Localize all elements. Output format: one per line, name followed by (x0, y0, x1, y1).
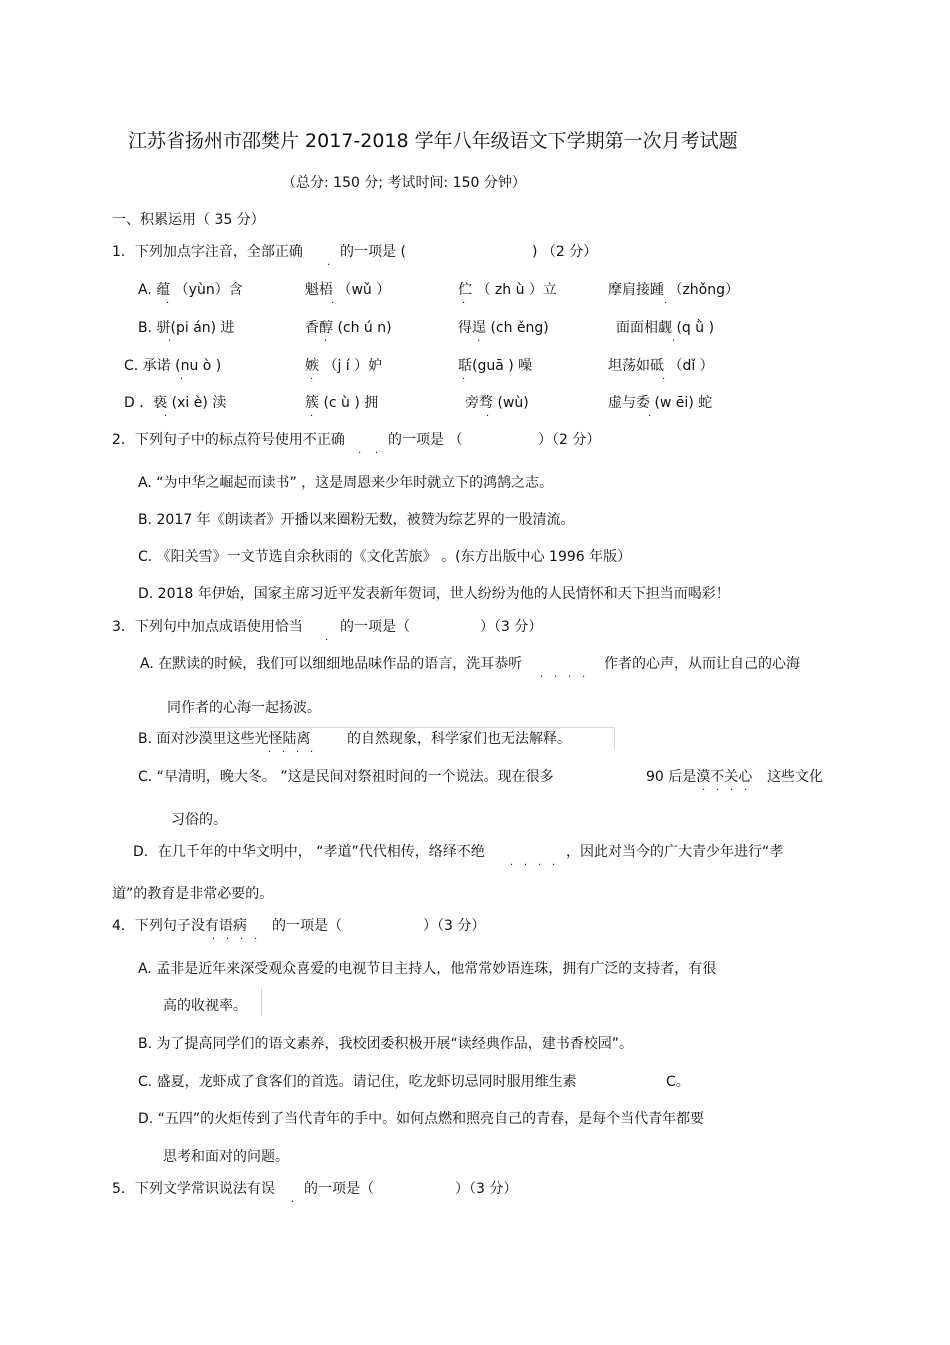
scan-artifact (614, 727, 615, 750)
q3-option-c-line2: 习俗的。 (171, 812, 227, 828)
scan-artifact (261, 988, 262, 1016)
q1-option-b-4: 面面相觑 (q ǜ ) (616, 320, 715, 336)
q3-option-d-line1: D．在几千年的中华文明中， “孝道”代代相传，络绎不绝 (133, 844, 485, 860)
q1-option-b-2: 香醇 (ch ú n) (305, 320, 392, 336)
q4-stem-start: 4．下列句子没有语病 (112, 918, 247, 934)
emphasis-dot: · (325, 635, 329, 646)
q3-option-b: B. 面对沙漠里这些光怪陆离 (138, 731, 311, 747)
q1-option-d-1: D ．亵 (xi è) 渎 (124, 395, 227, 411)
q4-option-a-line1: A. 孟非是近年来深受观众喜爱的电视节目主持人，他常常妙语连珠，拥有广泛的支持者，有很 (138, 961, 717, 977)
q1-stem-mid: 的一项是 ( (340, 244, 406, 260)
q1-option-d-2: 簇 (c ù ) 拥 (305, 395, 379, 411)
emphasis-dot: · (486, 411, 490, 422)
emphasis-dot: · (254, 934, 258, 945)
q4-option-a-line2: 高的收视率。 (163, 998, 247, 1014)
emphasis-dot: · (310, 411, 314, 422)
q1-option-b-3: 得逞 (ch ěng) (458, 320, 549, 336)
emphasis-dot: · (568, 672, 572, 683)
emphasis-dot: · (462, 374, 466, 385)
page-title: 江苏省扬州市邵樊片 2017-2018 学年八年级语文下学期第一次月考试题 (128, 130, 738, 152)
q4-option-d-line2: 思考和面对的问题。 (163, 1149, 289, 1165)
emphasis-dot: · (212, 934, 216, 945)
q3-option-c-line1-mid: 90 后是漠不关心 (646, 769, 753, 785)
emphasis-dot: · (554, 672, 558, 683)
q2-option-b: B. 2017 年《朗读者》开播以来圈粉无数，被赞为综艺界的一股清流。 (138, 512, 575, 528)
emphasis-dot: · (310, 374, 314, 385)
emphasis-dot: · (664, 298, 668, 309)
q1-option-d-3: 旁骛 (wù) (465, 395, 529, 411)
emphasis-dot: · (672, 336, 676, 347)
q1-option-b-1: B. 骈(pi án) 进 (138, 320, 235, 336)
section-heading: 一、积累运用（ 35 分） (112, 212, 265, 228)
emphasis-dot: · (462, 298, 466, 309)
q3-option-a-line2: 同作者的心海一起扬波。 (167, 700, 321, 716)
emphasis-dot: · (582, 672, 586, 683)
q1-option-d-4: 虚与委 (w ēi) 蛇 (608, 395, 713, 411)
emphasis-dot: · (327, 260, 331, 271)
emphasis-dot: · (310, 747, 314, 758)
q1-option-a-1: A. 蕴 （yùn）含 (138, 282, 243, 298)
q1-option-c-2: 嫉 （j í ）妒 (305, 358, 383, 374)
emphasis-dot: · (375, 448, 379, 459)
emphasis-dot: · (180, 374, 184, 385)
exam-info: （总分: 150 分; 考试时间: 150 分钟） (282, 175, 526, 191)
q3-option-a-line1: A. 在默读的时候，我们可以细细地品味作品的语言，洗耳恭听 (140, 656, 523, 672)
q2-stem-mid: 的一项是 （ (388, 432, 463, 448)
scan-artifact (190, 727, 615, 728)
emphasis-dot: · (164, 411, 168, 422)
q4-stem-end: ）（3 分） (423, 918, 486, 934)
q4-option-d-line1: D. “五四”的火炬传到了当代青年的手中。如何点燃和照亮自己的青春，是每个当代青年都要 (138, 1111, 705, 1127)
q1-option-c-1: C. 承诺 (nu ò ) (124, 358, 222, 374)
emphasis-dot: · (662, 374, 666, 385)
emphasis-dot: · (226, 934, 230, 945)
q3-option-b-end: 的自然现象，科学家们也无法解释。 (347, 731, 571, 747)
q4-option-c: C. 盛夏，龙虾成了食客们的首选。请记住，吃龙虾切忌同时服用维生素 (138, 1074, 577, 1090)
q2-option-d: D. 2018 年伊始，国家主席习近平发表新年贺词，世人纷纷为他的人民情怀和天下担当而喝彩！ (138, 586, 730, 602)
q1-option-a-3: 伫 （ zh ù ）立 (458, 282, 557, 298)
q3-option-c-line1: C. “早清明，晚大冬。 ”这是民间对祭祖时间的一个说法。现在很多 (138, 769, 554, 785)
q1-option-a-2: 魁梧 （wǔ ） (305, 282, 391, 298)
emphasis-dot: · (296, 747, 300, 758)
q1-option-a-4: 摩肩接踵 （zhǒng） (608, 282, 739, 298)
q4-option-c-end: C。 (666, 1074, 690, 1090)
emphasis-dot: · (524, 860, 528, 871)
q1-stem-end: ) （2 分） (532, 244, 598, 260)
emphasis-dot: · (648, 411, 652, 422)
emphasis-dot: · (477, 336, 481, 347)
q1-option-c-3: 聒(guā ) 噪 (458, 358, 533, 374)
emphasis-dot: · (240, 934, 244, 945)
q5-stem-end: ）（3 分） (455, 1181, 518, 1197)
emphasis-dot: · (716, 785, 720, 796)
q3-option-d-line2: 道”的教育是非常必要的。 (112, 886, 274, 902)
q2-option-c: C. 《阳关雪》一文节选自余秋雨的《文化苦旅》 。(东方出版中心 1996 年版） (138, 549, 632, 565)
q2-stem-start: 2．下列句子中的标点符号使用不正确 (112, 432, 345, 448)
emphasis-dot: · (282, 747, 286, 758)
q5-stem-mid: 的一项是（ (304, 1181, 374, 1197)
q3-option-c-line1-end: 这些文化 (767, 769, 823, 785)
emphasis-dot: · (552, 860, 556, 871)
q3-stem-end: ）（3 分） (480, 619, 543, 635)
emphasis-dot: · (166, 298, 170, 309)
q4-stem-mid: 的一项是（ (272, 918, 342, 934)
q1-stem-start: 1．下列加点字注音，全部正确 (112, 244, 303, 260)
q5-stem-start: 5．下列文学常识说法有误 (112, 1181, 275, 1197)
q3-stem-mid: 的一项是（ (340, 619, 410, 635)
emphasis-dot: · (268, 747, 272, 758)
emphasis-dot: · (358, 448, 362, 459)
emphasis-dot: · (324, 336, 328, 347)
q3-stem-start: 3．下列句中加点成语使用恰当 (112, 619, 303, 635)
q2-option-a: A. “为中华之崛起而读书” ，这是周恩来少年时就立下的鸿鹄之志。 (138, 475, 554, 491)
q3-option-d-line1-end: ，因此对当今的广大青少年进行“孝 (566, 844, 784, 860)
q1-option-c-4: 坦荡如砥 （dǐ ） (608, 358, 714, 374)
emphasis-dot: · (702, 785, 706, 796)
emphasis-dot: · (291, 1197, 295, 1208)
emphasis-dot: · (510, 860, 514, 871)
emphasis-dot: · (730, 785, 734, 796)
emphasis-dot: · (538, 860, 542, 871)
q3-option-a-line1-end: 作者的心声，从而让自己的心海 (604, 656, 800, 672)
emphasis-dot: · (540, 672, 544, 683)
emphasis-dot: · (331, 298, 335, 309)
q4-option-b: B. 为了提高同学们的语文素养，我校团委积极开展“读经典作品，建书香校园”。 (138, 1036, 634, 1052)
emphasis-dot: · (744, 785, 748, 796)
q2-stem-end: ）（2 分） (538, 432, 601, 448)
emphasis-dot: · (168, 336, 172, 347)
